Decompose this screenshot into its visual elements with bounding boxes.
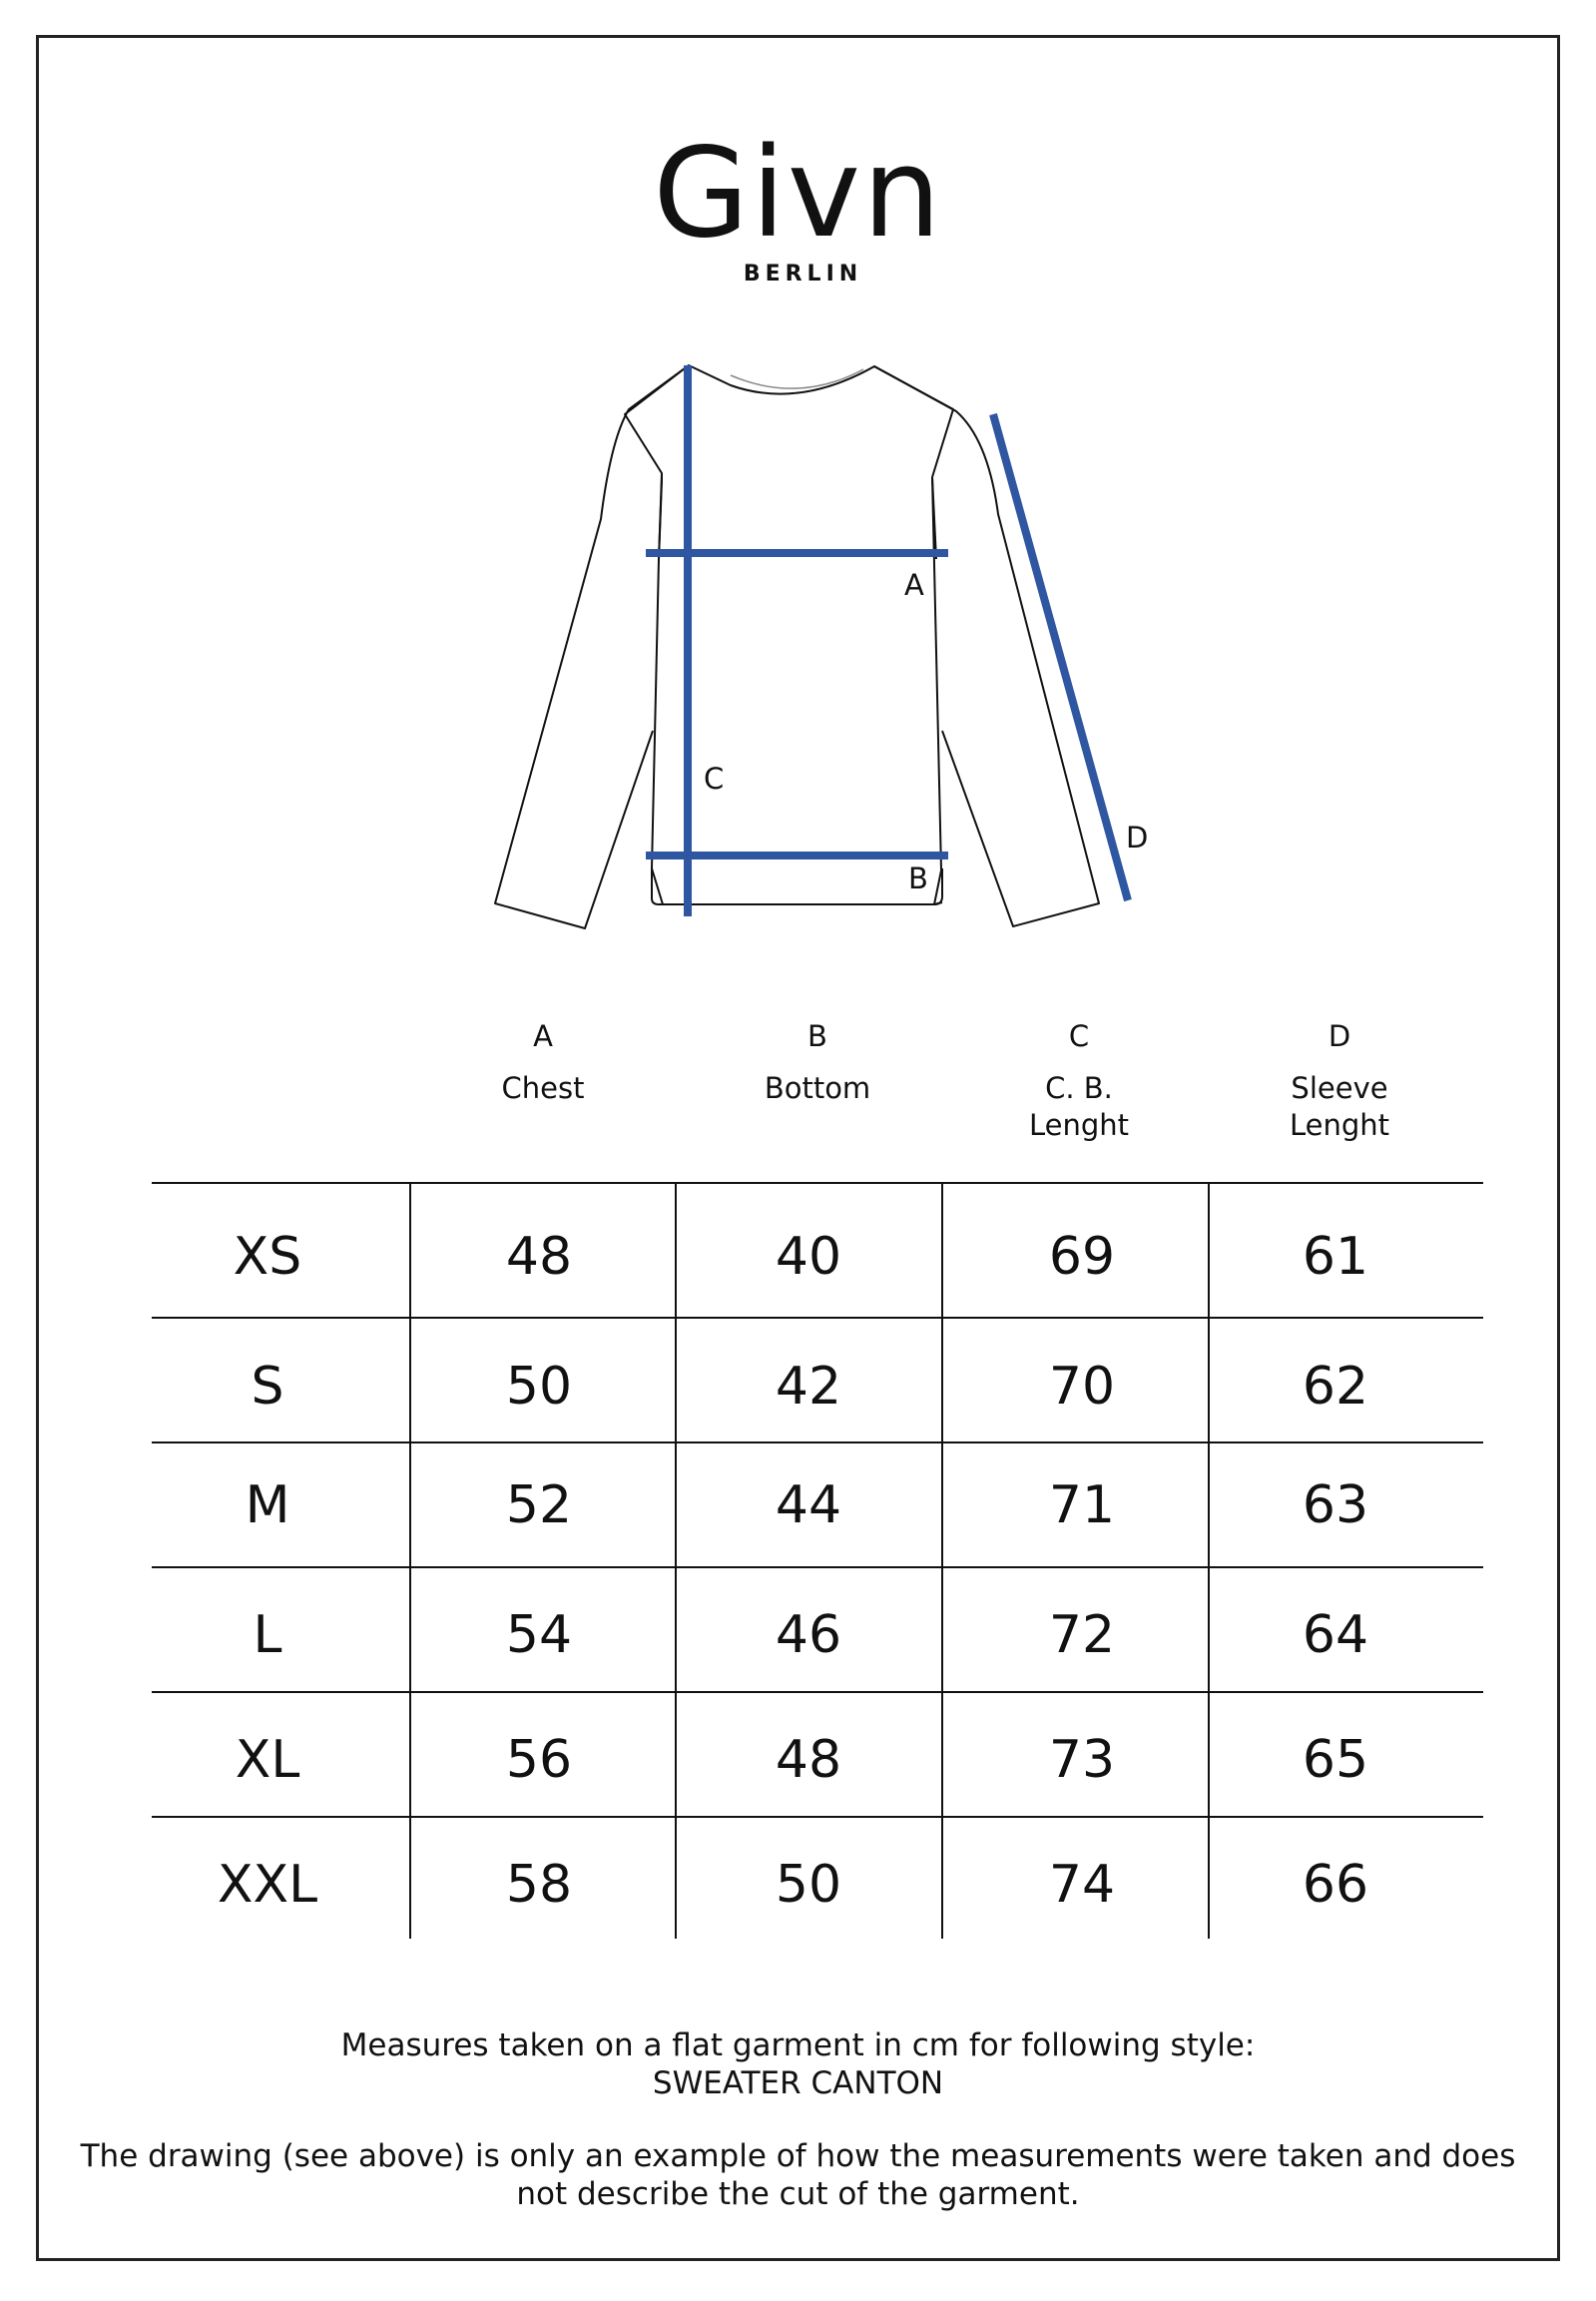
table-divider xyxy=(152,1566,1483,1568)
left-sleeve xyxy=(495,365,689,928)
table-cell: 69 xyxy=(1048,1227,1116,1287)
size-label: XS xyxy=(233,1227,302,1287)
table-cell: 54 xyxy=(505,1605,573,1665)
table-cell: 42 xyxy=(775,1357,842,1417)
brand-logo: Givn xyxy=(653,122,943,266)
sweater-collar xyxy=(731,369,863,388)
table-divider xyxy=(152,1816,1483,1818)
table-divider xyxy=(152,1441,1483,1443)
table-column-divider xyxy=(409,1184,411,1939)
table-cell: 46 xyxy=(775,1605,842,1665)
table-cell: 65 xyxy=(1302,1730,1369,1790)
table-divider xyxy=(152,1691,1483,1693)
table-column-divider xyxy=(941,1184,943,1939)
table-cell: 63 xyxy=(1302,1475,1369,1535)
sweater-outline xyxy=(625,365,953,904)
measure-note: Measures taken on a flat garment in cm for following style: xyxy=(340,2027,1256,2063)
table-cell: 56 xyxy=(505,1730,573,1790)
table-cell: 62 xyxy=(1302,1357,1369,1417)
size-label: L xyxy=(253,1605,282,1665)
label-a: A xyxy=(904,568,924,602)
table-column-divider xyxy=(675,1184,677,1939)
label-c: C xyxy=(704,762,725,796)
column-header-sleeve-length: D Sleeve Lenght xyxy=(1289,1019,1390,1142)
table-cell: 73 xyxy=(1048,1730,1116,1790)
table-cell: 50 xyxy=(505,1357,573,1417)
table-cell: 44 xyxy=(775,1475,842,1535)
measure-line-d xyxy=(993,414,1128,900)
table-column-divider xyxy=(1208,1184,1210,1939)
disclaimer-line-1: The drawing (see above) is only an example of how the measurements were taken and does xyxy=(80,2138,1516,2174)
table-cell: 66 xyxy=(1302,1855,1369,1915)
column-header-cb-length: C C. B. Lenght xyxy=(1028,1019,1130,1142)
column-header-bottom: B Bottom xyxy=(764,1019,871,1105)
size-label: XXL xyxy=(217,1855,318,1915)
sweater-hem xyxy=(652,868,942,904)
table-cell: 40 xyxy=(775,1227,842,1287)
table-divider xyxy=(152,1182,1483,1184)
size-label: M xyxy=(245,1475,290,1535)
size-label: XL xyxy=(235,1730,300,1790)
garment-diagram xyxy=(0,0,1596,998)
table-divider xyxy=(152,1317,1483,1319)
table-cell: 48 xyxy=(775,1730,842,1790)
table-cell: 50 xyxy=(775,1855,842,1915)
table-cell: 58 xyxy=(505,1855,573,1915)
table-cell: 74 xyxy=(1048,1855,1116,1915)
style-name: SWEATER CANTON xyxy=(652,2065,944,2101)
column-header-chest: A Chest xyxy=(501,1019,585,1105)
table-cell: 70 xyxy=(1048,1357,1116,1417)
table-cell: 52 xyxy=(505,1475,573,1535)
label-d: D xyxy=(1126,821,1149,855)
table-cell: 48 xyxy=(505,1227,573,1287)
label-b: B xyxy=(908,862,928,895)
size-label: S xyxy=(251,1357,284,1417)
table-cell: 64 xyxy=(1302,1605,1369,1665)
brand-city: BERLIN xyxy=(743,262,863,287)
table-cell: 61 xyxy=(1302,1227,1369,1287)
table-cell: 72 xyxy=(1048,1605,1116,1665)
table-cell: 71 xyxy=(1048,1475,1116,1535)
right-sleeve xyxy=(874,366,1099,926)
disclaimer-line-2: not describe the cut of the garment. xyxy=(516,2176,1080,2212)
